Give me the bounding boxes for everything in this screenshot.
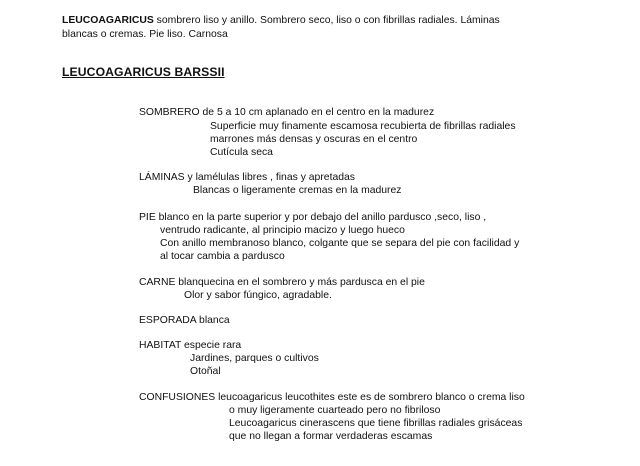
laminas-line: LÁMINAS y lamélulas libres , finas y apretadas	[139, 172, 355, 183]
confusiones-line: Leucoagaricus cinerascens que tiene fibrillas radiales grisáceas	[229, 418, 523, 429]
habitat-line: Otoñal	[190, 366, 221, 377]
sombrero-line: marrones más densas y oscuras en el centro	[210, 134, 418, 145]
habitat-line: HABITAT especie rara	[139, 340, 242, 351]
confusiones-line: que no llegan a formar verdaderas escamas	[229, 431, 433, 442]
carne-line: Olor y sabor fúngico, agradable.	[184, 290, 332, 301]
intro-text: sombrero liso y anillo. Sombrero seco, liso o con fibrillas radiales. Láminas	[153, 15, 500, 26]
confusiones-line: o muy ligeramente cuarteado pero no fibriloso	[229, 405, 441, 416]
confusiones-line: CONFUSIONES leucoagaricus leucothites este es de sombrero blanco o crema liso	[139, 392, 525, 403]
carne-line: CARNE blanquecina en el sombrero y más pardusca en el pie	[139, 277, 425, 288]
sombrero-line: Cutícula seca	[210, 147, 273, 158]
esporada-line: ESPORADA blanca	[139, 315, 230, 326]
pie-line: Con anillo membranoso blanco, colgante que se separa del pie con facilidad y	[160, 238, 520, 249]
sombrero-line: SOMBRERO de 5 a 10 cm aplanado en el centro en la madurez	[139, 107, 435, 118]
intro-genus: LEUCOAGARICUS	[62, 15, 154, 26]
laminas-line: Blancas o ligeramente cremas en la madurez	[193, 185, 402, 196]
sombrero-line: Superficie muy finamente escamosa recubierta de fibrillas radiales	[210, 121, 516, 132]
pie-line: PIE blanco en la parte superior y por debajo del anillo pardusco ,seco, liso ,	[139, 212, 487, 223]
intro-line-2: blancas o cremas. Pie liso. Carnosa	[62, 29, 228, 40]
habitat-line: Jardines, parques o cultivos	[190, 353, 319, 364]
pie-line: ventrudo radicante, al principio macizo y luego hueco	[160, 225, 405, 236]
pie-line: al tocar cambia a pardusco	[160, 251, 285, 262]
intro-line-1	[62, 14, 500, 27]
page-title: LEUCOAGARICUS BARSSII	[62, 65, 225, 79]
